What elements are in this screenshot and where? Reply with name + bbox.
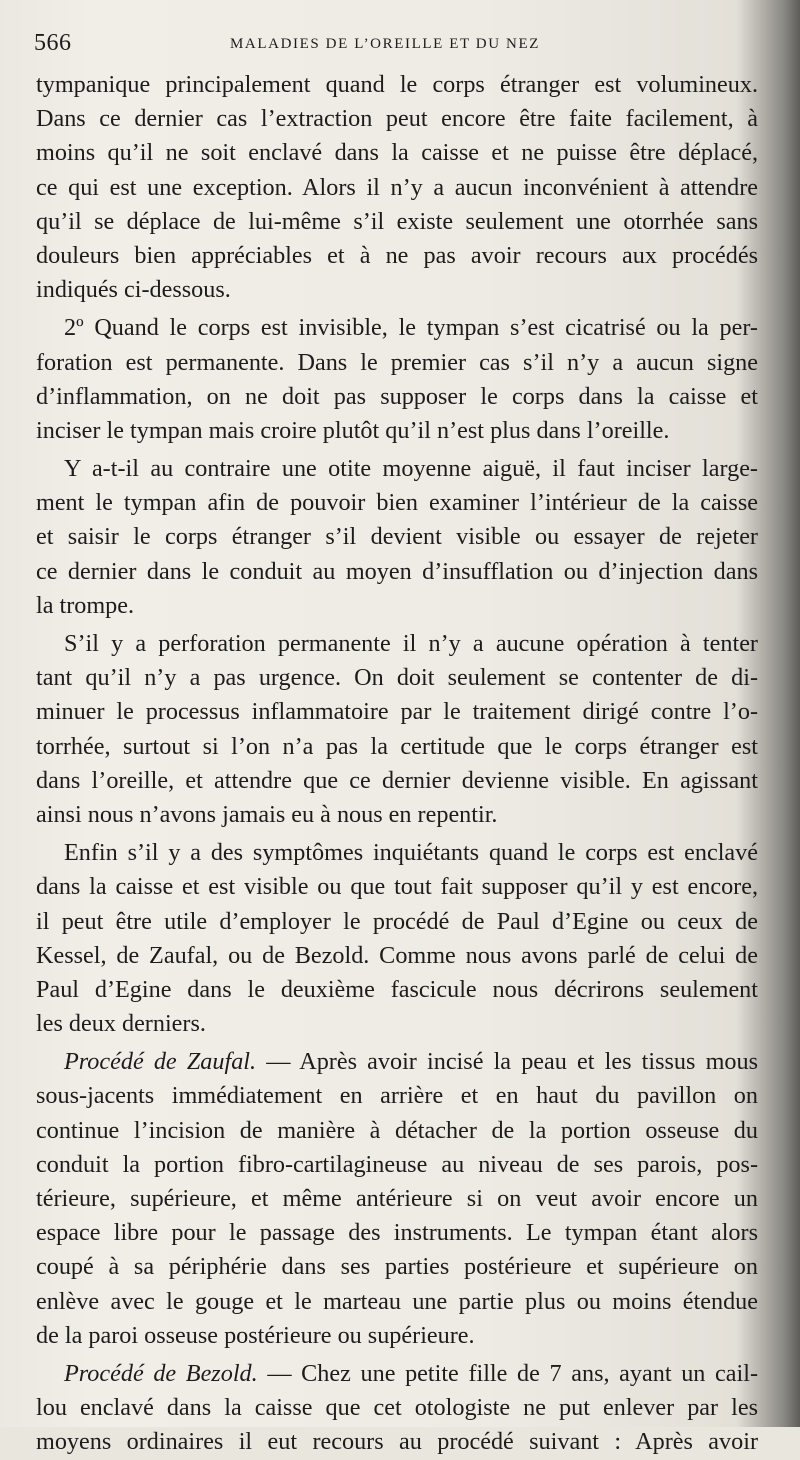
text-line [36, 973, 758, 1007]
text-line [36, 273, 758, 307]
line-text: térieure, supérieure, et même antérieure si on veut avoir encore un [36, 1185, 758, 1212]
text-line [36, 905, 758, 939]
running-head: MALADIES DE L’OREILLE ET DU NEZ [230, 36, 540, 52]
text-line [36, 627, 758, 661]
line-text: indiqués ci-dessous. [36, 276, 231, 304]
page-header [34, 30, 734, 60]
line-text: ainsi nous n’avons jamais eu à nous en repentir. [36, 800, 498, 828]
line-text: Enfin s’il y a des symptômes inquiétants quand le corps est enclavé [64, 839, 758, 867]
text-line [36, 520, 758, 554]
text-line [36, 102, 758, 136]
section-heading: Procédé de Bezold. [64, 1359, 258, 1387]
line-text: Paul d’Egine dans le deuxième fascicule nous décrirons seulement [36, 975, 758, 1003]
text-line [36, 1357, 758, 1391]
line-text: lou enclavé dans la caisse que cet otologiste ne put enlever par les [36, 1394, 758, 1422]
line-text: — Chez une petite fille de 7 ans, ayant un cail- [257, 1359, 759, 1387]
text-line [36, 1148, 758, 1182]
body-text [36, 68, 758, 1460]
line-text: et saisir le corps étranger s’il devient visible ou essayer de rejeter [36, 523, 758, 551]
text-line [36, 1045, 758, 1079]
text-line [36, 1250, 758, 1284]
line-text: dans l’oreille, et attendre que ce dernier devienne visible. En agissant [36, 766, 758, 794]
line-text: Y a-t-il au contraire une otite moyenne aiguë, il faut inciser large- [64, 455, 758, 483]
line-text: dans la caisse et est visible ou que tout fait supposer qu’il y est encore, [36, 873, 758, 901]
text-line [36, 939, 758, 973]
line-text: enlève avec le gouge et le marteau une partie plus ou moins étendue [36, 1287, 758, 1315]
text-line [36, 695, 758, 729]
line-text: Kessel, de Zaufal, ou de Bezold. Comme nous avons parlé de celui de [36, 941, 758, 969]
text-line [36, 1319, 758, 1353]
text-line [36, 1216, 758, 1250]
page-number: 566 [34, 30, 72, 56]
text-line [36, 1425, 758, 1459]
text-line [36, 555, 758, 589]
line-text: moyens ordinaires il eut recours au procédé suivant : Après avoir [36, 1428, 758, 1456]
line-text: tympanique principalement quand le corps étranger est volumineux. [36, 71, 758, 98]
text-line [36, 346, 758, 380]
line-text: S’il y a perforation permanente il n’y a aucune opération à tenter [64, 630, 758, 657]
text-line [36, 239, 758, 273]
line-text: espace libre pour le passage des instruments. Le tympan étant alors [36, 1219, 758, 1247]
line-text: moins qu’il ne soit enclavé dans la caisse et ne puisse être déplacé, [36, 139, 758, 167]
section-heading: Procédé de Zaufal. [64, 1048, 257, 1076]
line-text: ment le tympan afin de pouvoir bien examiner l’intérieur de la caisse [36, 489, 758, 517]
line-text: Dans ce dernier cas l’extraction peut encore être faite facilement, à [36, 105, 758, 133]
line-text: ce dernier dans le conduit au moyen d’insufflation ou d’injection dans [36, 557, 758, 585]
line-text: continue l’incision de manière à détacher de la portion osseuse du [36, 1116, 758, 1144]
line-text: sous-jacents immédiatement en arrière et en haut du pavillon on [36, 1082, 758, 1110]
text-line [36, 870, 758, 904]
text-line [36, 171, 758, 205]
text-line [36, 414, 758, 448]
line-text: tant qu’il n’y a pas urgence. On doit seulement se contenter de di- [36, 664, 758, 692]
line-text: coupé à sa périphérie dans ses parties postérieure et supérieure on [36, 1253, 758, 1281]
line-text: il peut être utile d’employer le procédé de Paul d’Egine ou ceux de [36, 907, 758, 935]
line-text: la trompe. [36, 591, 135, 619]
text-line [36, 452, 758, 486]
text-line [36, 1285, 758, 1319]
text-line [36, 798, 758, 832]
text-line [36, 764, 758, 798]
text-line [36, 1079, 758, 1113]
text-line [36, 136, 758, 170]
text-line [36, 1007, 758, 1041]
line-text: conduit la portion fibro-cartilagineuse au niveau de ses parois, pos- [36, 1150, 758, 1178]
line-text: 2º Quand le corps est invisible, le tympan s’est cicatrisé ou la per- [64, 314, 758, 342]
text-line [36, 730, 758, 764]
text-line [36, 1182, 758, 1216]
line-text: torrhée, surtout si l’on n’a pas la certitude que le corps étranger est [36, 732, 758, 760]
text-line [36, 1391, 758, 1425]
line-text: foration est permanente. Dans le premier cas s’il n’y a aucun signe [36, 348, 758, 376]
line-text: les deux derniers. [36, 1010, 206, 1038]
text-line [36, 836, 758, 870]
text-line [36, 205, 758, 239]
line-text: qu’il se déplace de lui-même s’il existe seulement une otorrhée sans [36, 207, 758, 235]
line-text: inciser le tympan mais croire plutôt qu’il n’est plus dans l’oreille. [36, 416, 670, 444]
line-text: douleurs bien appréciables et à ne pas avoir recours aux procédés [36, 241, 758, 269]
text-line [36, 486, 758, 520]
text-line [36, 380, 758, 414]
line-text: minuer le processus inflammatoire par le traitement dirigé contre l’o- [36, 698, 758, 726]
line-text: de la paroi osseuse postérieure ou supérieure. [36, 1321, 475, 1349]
text-line [36, 1114, 758, 1148]
text-line [36, 589, 758, 623]
line-text: d’inflammation, on ne doit pas supposer le corps dans la caisse et [36, 382, 758, 410]
line-text: ce qui est une exception. Alors il n’y a aucun inconvénient à attendre [36, 173, 758, 201]
text-line [36, 661, 758, 695]
line-text: — Après avoir incisé la peau et les tissus mous [256, 1048, 759, 1076]
text-line [36, 311, 758, 345]
text-line [36, 68, 758, 102]
